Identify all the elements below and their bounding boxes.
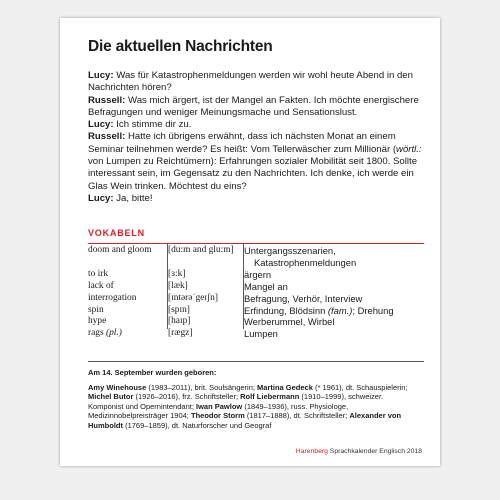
person-name: Theodor Storm xyxy=(190,411,245,421)
vocab-german: Mangel an xyxy=(244,280,288,292)
dialog-text-span: von Lumpen zu Reichtümern): Erfahrungen sozialer Mobilität seit 1800. Sollte interessant sein, im Gegensatz zu den Nachrichten. Ich denke, ich werde ein Glas Wein trinken. Möchtest du eins? xyxy=(88,156,418,192)
vocab-german-note: (fam.) xyxy=(327,304,353,316)
speaker-label: Russell: xyxy=(88,94,126,106)
publisher-footer xyxy=(296,448,422,455)
speaker-label: Russell: xyxy=(88,131,126,143)
vocab-row xyxy=(88,328,424,340)
person-info: (* 1961), dt. Schauspielerin; xyxy=(312,382,408,392)
vocab-table xyxy=(88,245,424,340)
vocab-english: lack of xyxy=(88,280,114,291)
birthdays-heading: Am 14. September wurden geboren: xyxy=(88,368,217,377)
person-info: (1769–1859), dt. Naturforscher und Geograf xyxy=(123,420,272,430)
vocab-english: spin xyxy=(88,304,104,315)
dialog-line xyxy=(88,119,424,131)
dialog-text-span: Ja, bitte! xyxy=(113,192,153,204)
person-info: (1849–1936), russ. Physiologe, Medizinnobelpreisträger 1904; xyxy=(88,401,349,421)
dialog-text-span: Hatte ich übrigens erwähnt, dass ich nächsten Monat an einem Seminar teilnehmen werde? Es heißt: Vom Tellerwäscher zum Millionär ( xyxy=(88,131,397,155)
dialog-line xyxy=(88,131,424,192)
vocab-german-text: Erfindung, Blödsinn xyxy=(244,304,328,316)
person-info: (1926–2016), frz. Schriftsteller; xyxy=(133,392,241,402)
vocab-english xyxy=(88,328,168,340)
person-name: Martina Gedeck xyxy=(257,382,313,392)
person-info: (1983–2011), brit. Soulsängerin; xyxy=(146,382,258,392)
vocab-phonetic: [rægz] xyxy=(168,328,193,339)
vocab-english-text: rags xyxy=(88,328,106,339)
vocab-english: to irk xyxy=(88,268,109,279)
vocab-english: hype xyxy=(88,316,107,327)
calendar-page xyxy=(60,18,440,466)
speaker-label: Lucy: xyxy=(88,119,114,131)
person-name: Michel Butor xyxy=(88,392,134,402)
dialog-text-span: Was für Katastrophenmeldungen werden wir wohl heute Abend in den Nachrichten hören? xyxy=(88,70,413,94)
vocab-phonetic: [ɜ:k] xyxy=(168,268,186,279)
vocab-row xyxy=(88,281,424,293)
speaker-label: Lucy: xyxy=(88,70,114,81)
vocab-german: Befragung, Verhör, Interview xyxy=(244,292,363,304)
dialog-text xyxy=(88,70,424,205)
vocab-phonetic: [haɪp] xyxy=(168,316,191,327)
dialog-line xyxy=(88,193,424,205)
vocab-row xyxy=(88,257,424,269)
person-info: (1817–1888), dt. Schriftsteller; xyxy=(244,411,350,421)
dialog-line xyxy=(88,95,424,120)
vocab-german: Untergangsszenarien, xyxy=(244,245,336,256)
birthdays-text xyxy=(88,383,418,431)
vocab-top-rule xyxy=(88,243,424,244)
dialog-line xyxy=(88,70,424,95)
vocab-row xyxy=(88,269,424,281)
vocab-german: ärgern xyxy=(244,268,272,280)
vocab-row xyxy=(88,293,424,305)
vocab-row xyxy=(88,305,424,317)
person-name: Amy Winehouse xyxy=(88,382,147,392)
vocab-phonetic: [ɪntərəˈgeɪʃn] xyxy=(168,292,218,303)
vocab-heading: VOKABELN xyxy=(88,228,145,238)
person-name: Alexander von Humboldt xyxy=(88,411,402,430)
publisher-brand: Harenberg xyxy=(295,448,328,455)
vocab-english: doom and gloom xyxy=(88,245,152,255)
vocab-phonetic: [læk] xyxy=(168,280,188,291)
vocab-german xyxy=(244,305,424,317)
vocab-english: interrogation xyxy=(88,292,137,303)
person-info: (1910–1999), schweizer. Komponist und Opernintendant; xyxy=(88,392,384,411)
vocab-german-tail: ; Drehung xyxy=(352,304,394,316)
vocab-phonetic: [du:m and glu:m] xyxy=(168,245,234,255)
vocab-german: Katastrophenmeldungen xyxy=(254,256,357,268)
page-title: Die aktuellen Nachrichten xyxy=(88,38,273,55)
vocab-german: Werberummel, Wirbel xyxy=(244,316,335,328)
vocab-phonetic: [spɪn] xyxy=(168,304,190,315)
vocab-german: Lumpen xyxy=(244,328,278,340)
dialog-emphasis: wörtl.: xyxy=(396,143,422,155)
person-name: Rolf Liebermann xyxy=(240,392,300,402)
birthdays-section xyxy=(88,368,418,431)
vocab-english-note: (pl.) xyxy=(105,328,122,339)
dialog-text-span: Was mich ärgert, ist der Mangel an Fakten. Ich möchte energischere Befragungen und weniger Meinungsmache und Sensationslust. xyxy=(88,94,419,118)
vocab-row xyxy=(88,316,424,328)
person-name: Iwan Pawlow xyxy=(196,401,243,411)
publisher-title: Sprachkalender Englisch 2018 xyxy=(327,448,422,455)
vocab-row xyxy=(88,245,424,257)
births-divider xyxy=(88,361,424,362)
speaker-label: Lucy: xyxy=(88,192,114,204)
dialog-text-span: Ich stimme dir zu. xyxy=(113,119,192,131)
